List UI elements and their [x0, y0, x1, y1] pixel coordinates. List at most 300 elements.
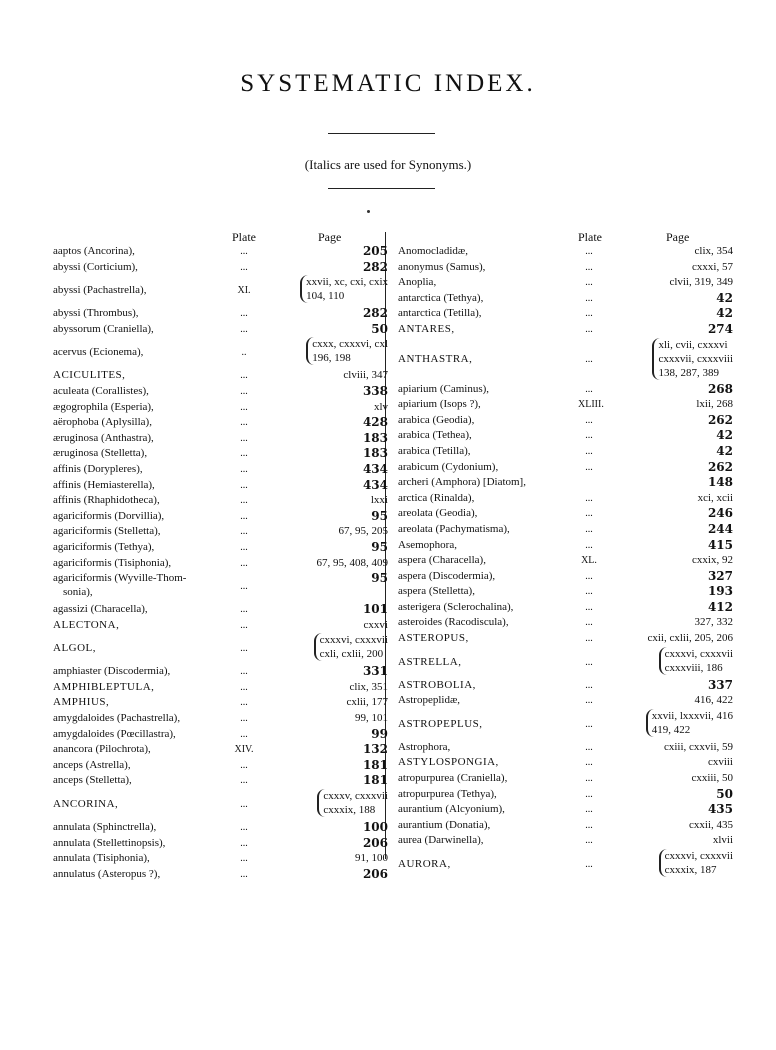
entry-plate: ... [240, 666, 248, 678]
entry-plate: ... [240, 775, 248, 787]
index-entry [53, 509, 388, 525]
index-entry [53, 524, 388, 540]
entry-plate: ... [240, 822, 248, 834]
entry-page: 244 [707, 521, 733, 536]
entry-name: amphiaster (Discodermia), [53, 665, 171, 678]
entry-name: antarctica (Tetilla), [398, 307, 482, 320]
index-entry [398, 709, 733, 740]
entry-name: atropurpurea (Craniella), [398, 772, 508, 785]
entry-page: clix, 354 [694, 245, 733, 257]
entry-page: 42 [716, 290, 733, 305]
entry-page-line: cxxxvii, cxxxviii [658, 352, 733, 365]
entry-plate: ... [585, 757, 593, 769]
index-entry [398, 771, 733, 787]
entry-page: 183 [362, 446, 388, 461]
entry-page: cxxxi, 57 [692, 260, 733, 273]
entry-page: 246 [707, 506, 733, 521]
entry-page: 412 [707, 599, 733, 614]
entry-plate: ... [240, 681, 248, 693]
index-entry [53, 820, 388, 836]
entry-name: aurantium (Alcyonium), [398, 803, 505, 816]
entry-plate: ... [585, 570, 593, 582]
entry-page: 100 [362, 820, 388, 835]
index-entry [398, 787, 733, 803]
entry-page: cxxii, 435 [689, 818, 733, 831]
entry-plate: ... [585, 539, 593, 551]
entry-page: 148 [707, 475, 733, 490]
entry-plate: ... [240, 526, 248, 538]
index-entry [53, 260, 388, 276]
entry-name: agassizi (Characella), [53, 603, 148, 616]
entry-page: 262 [707, 412, 733, 427]
entry-page: 101 [362, 602, 388, 617]
entry-page: 42 [716, 443, 733, 458]
index-entry [398, 260, 733, 276]
entry-name: arabica (Tetilla), [398, 444, 471, 457]
entry-name: aurea (Darwinella), [398, 834, 484, 847]
index-entry [398, 818, 733, 834]
index-entry [398, 428, 733, 444]
entry-name: agariciformis (Tisiphonia), [53, 556, 172, 569]
entry-page: clvii, 319, 349 [669, 276, 733, 289]
entry-name: ASTRELLA, [398, 655, 462, 668]
entry-plate: ... [585, 445, 593, 457]
entry-name: abyssi (Thrombus), [53, 307, 139, 320]
index-entry [53, 867, 388, 883]
entry-name: ægogrophila (Esperia), [53, 400, 154, 413]
entry-plate: ... [585, 261, 593, 273]
index-entry [53, 571, 388, 602]
entry-name: abyssi (Corticium), [53, 260, 138, 273]
entry-page-line: 196, 198 [312, 352, 351, 365]
entry-plate: ... [240, 759, 248, 771]
entry-page-line: cxxxix, 188 [323, 804, 376, 817]
entry-name: archeri (Amphora) [Diatom], [398, 476, 526, 489]
entry-page-line: cxxxviii, 186 [664, 661, 723, 674]
index-entry [398, 444, 733, 460]
entry-plate: ... [585, 414, 593, 426]
index-entry [398, 569, 733, 585]
index-entry [53, 446, 388, 462]
index-entry [398, 322, 733, 338]
entry-name: ASTYLOSPONGIA, [398, 756, 499, 769]
entry-name: Asemophora, [398, 538, 457, 551]
entry-plate: XLIII. [578, 399, 604, 411]
page-header-right: Page [666, 230, 690, 244]
index-entry [53, 727, 388, 743]
entry-page: 337 [707, 677, 733, 692]
entry-name: anceps (Stelletta), [53, 774, 132, 787]
entry-plate: ... [585, 679, 593, 691]
entry-plate: ... [585, 523, 593, 535]
entry-name: arabica (Tethea), [398, 429, 472, 442]
index-entry [53, 695, 388, 711]
entry-page: xlvii [712, 834, 733, 847]
entry-name: ASTEROPUS, [398, 632, 469, 645]
entry-plate: ... [585, 292, 593, 304]
entry-plate: ... [585, 353, 593, 365]
index-entry [53, 431, 388, 447]
entry-page-line: xli, cvii, cxxxvi [658, 338, 728, 351]
entry-plate: ... [240, 868, 248, 880]
entry-plate: ... [585, 773, 593, 785]
index-entry [53, 602, 388, 618]
index-entry [53, 275, 388, 306]
entry-name: areolata (Geodia), [398, 507, 478, 520]
entry-name: amygdaloides (Pœcillastra), [53, 727, 176, 740]
entry-plate: ... [585, 461, 593, 473]
entry-page: cxxix, 92 [692, 554, 733, 567]
entry-plate: ... [585, 383, 593, 395]
entry-plate: XIV. [234, 744, 254, 756]
entry-name: ACICULITES, [53, 369, 126, 382]
entry-page: 262 [707, 459, 733, 474]
entry-page-line: xxvii, lxxxvii, 416 [651, 709, 733, 722]
entry-page: 206 [362, 835, 388, 850]
entry-name: agariciformis (Tethya), [53, 540, 155, 553]
entry-plate: ... [585, 835, 593, 847]
entry-name: agariciformis (Wyville-Thom- sonia), [53, 572, 187, 599]
entry-name: AURORA, [398, 858, 451, 870]
entry-plate: ... [585, 508, 593, 520]
entry-name: acervus (Ecionema), [53, 346, 144, 359]
entry-plate: ... [240, 581, 248, 593]
entry-name: æruginosa (Anthastra), [53, 431, 154, 444]
index-entry [53, 758, 388, 774]
entry-pages [314, 633, 388, 661]
entry-page: 434 [362, 477, 388, 492]
entry-plate: ... [585, 788, 593, 800]
entry-plate: ... [240, 448, 248, 460]
entry-page: cxviii [707, 756, 733, 769]
entry-name: aculeata (Corallistes), [53, 384, 149, 397]
index-entry [53, 633, 388, 664]
entry-plate: ... [585, 718, 593, 730]
entry-page: 428 [362, 415, 388, 430]
entry-name: annulata (Stellettinopsis), [53, 836, 166, 849]
entry-page: 42 [716, 428, 733, 443]
entry-plate: ... [240, 510, 248, 522]
entry-page: 181 [362, 757, 388, 772]
entry-page: 282 [362, 306, 388, 321]
entry-name: ANTHASTRA, [398, 352, 473, 365]
entry-page-line: cxxxvi, cxxxvii [664, 647, 733, 660]
index-entry [398, 600, 733, 616]
entry-name: AMPHIUS, [53, 696, 110, 709]
entry-name: anancora (Pilochrota), [53, 743, 151, 756]
index-entry [398, 802, 733, 818]
entry-page: 50 [716, 786, 733, 801]
index-entry [398, 506, 733, 522]
index-entry [53, 415, 388, 431]
index-entry [53, 493, 388, 509]
entry-name: affinis (Hemiasterella), [53, 478, 155, 491]
entry-plate: ... [585, 323, 593, 335]
entry-plate: ... [240, 541, 248, 553]
entry-name: arctica (Rinalda), [398, 491, 475, 504]
entry-name: asteroides (Racodiscula), [398, 616, 509, 629]
index-entry [53, 618, 388, 634]
entry-plate: ... [240, 853, 248, 865]
entry-name: aërophoba (Aplysilla), [53, 416, 152, 429]
entry-plate: ... [240, 557, 248, 569]
entry-page: 205 [362, 244, 388, 258]
index-entry [398, 275, 733, 291]
entry-page: 416, 422 [694, 694, 733, 707]
entry-page: lxii, 268 [696, 398, 733, 411]
entry-name: abyssorum (Craniella), [53, 322, 154, 335]
index-entry [398, 631, 733, 647]
entry-name: Astrophora, [398, 740, 451, 753]
entry-plate: ... [585, 741, 593, 753]
entry-name: anonymus (Samus), [398, 260, 486, 273]
entry-plate: ... [585, 695, 593, 707]
entry-page: 274 [707, 321, 733, 336]
entry-plate: ... [240, 308, 248, 320]
entry-name: affinis (Dorypleres), [53, 462, 143, 475]
index-entry [53, 773, 388, 789]
index-entry [398, 615, 733, 631]
entry-page: 91, 100 [355, 852, 388, 865]
entry-plate: ... [240, 799, 248, 811]
index-entry [398, 397, 733, 413]
entry-page: cxii, cxlii, 205, 206 [647, 632, 733, 645]
entry-name: antarctica (Tethya), [398, 291, 484, 304]
entry-name: ALGOL, [53, 642, 97, 655]
entry-page: 99 [371, 726, 388, 741]
index-entry [53, 556, 388, 572]
entry-pages [646, 709, 733, 737]
plate-header-left: Plate [232, 230, 256, 244]
entry-plate: ... [240, 370, 248, 382]
index-entry [398, 491, 733, 507]
rule-bottom [328, 188, 435, 189]
entry-page: 95 [371, 508, 388, 523]
plate-header-right: Plate [578, 230, 602, 244]
entry-name: Astropeplidæ, [398, 694, 461, 707]
entry-name: AMPHIBLEPTULA, [53, 680, 155, 693]
entry-plate: ... [240, 619, 248, 631]
entry-name-continued: sonia), [63, 586, 93, 599]
index-entry [398, 740, 733, 756]
entry-page: cxxiii, 50 [691, 772, 733, 785]
index-entry [53, 400, 388, 416]
entry-plate: ... [240, 713, 248, 725]
entry-page-line: 419, 422 [651, 723, 691, 736]
entry-plate: ... [585, 277, 593, 289]
entry-name: æruginosa (Stelletta), [53, 447, 148, 460]
index-entry [398, 647, 733, 678]
entry-plate: ... [585, 819, 593, 831]
index-entry [398, 693, 733, 709]
index-entry [53, 836, 388, 852]
index-entry [53, 742, 388, 758]
entry-page: 50 [371, 321, 388, 336]
entry-plate: XI. [237, 285, 251, 297]
entry-page: clviii, 347 [343, 369, 388, 382]
entry-name: arabicum (Cydonium), [398, 460, 499, 473]
page-title: SYSTEMATIC INDEX. [240, 70, 536, 97]
entry-name: areolata (Pachymatisma), [398, 522, 510, 535]
entry-page: 338 [362, 383, 388, 398]
page-header-left: Page [318, 230, 342, 244]
entry-name: ALECTONA, [53, 618, 120, 631]
index-entry [398, 553, 733, 569]
entry-page: 183 [362, 430, 388, 445]
entry-name: amygdaloides (Pachastrella), [53, 712, 181, 725]
index-entry [398, 678, 733, 694]
index-entry [398, 475, 733, 491]
index-entry [398, 291, 733, 307]
entry-plate: ... [240, 401, 248, 413]
index-entry [398, 833, 733, 849]
index-entry [398, 538, 733, 554]
entry-page: 67, 95, 205 [338, 525, 388, 538]
entry-name: abyssi (Pachastrella), [53, 284, 147, 297]
index-entry [398, 522, 733, 538]
subtitle: (Italics are used for Synonyms.) [304, 157, 472, 172]
entry-plate: ... [240, 323, 248, 335]
index-entry [398, 413, 733, 429]
entry-plate: ... [585, 601, 593, 613]
index-entry [398, 306, 733, 322]
entry-plate: ... [240, 604, 248, 616]
entry-pages [317, 789, 388, 817]
entry-plate: ... [240, 246, 248, 257]
entry-name: ANTARES, [398, 322, 455, 335]
entry-page: 327 [707, 568, 733, 583]
entry-name: aurantium (Donatia), [398, 818, 491, 831]
entry-name: aspera (Discodermia), [398, 569, 496, 582]
entry-name: anceps (Astrella), [53, 758, 131, 771]
entry-name: annulata (Tisiphonia), [53, 852, 150, 865]
entry-plate: ... [240, 463, 248, 475]
entry-page: 95 [371, 539, 388, 554]
entry-page: 415 [707, 537, 733, 552]
entry-name: ANCORINA, [53, 798, 119, 811]
entry-page: 327, 332 [694, 616, 733, 629]
entry-plate: ... [585, 633, 593, 645]
entry-plate: ... [585, 308, 593, 320]
index-entry [53, 478, 388, 494]
entry-plate: XL. [581, 555, 597, 567]
entry-page: 181 [362, 773, 388, 788]
entry-name: apiarium (Isops ?), [398, 398, 481, 411]
entry-plate: ... [240, 697, 248, 709]
entry-name: apiarium (Caminus), [398, 382, 490, 395]
index-entry [53, 368, 388, 384]
entry-page-line: xxvii, xc, cxi, cxix [306, 276, 388, 289]
index-entry [53, 306, 388, 322]
rule-top [328, 133, 435, 134]
entry-plate: ... [585, 246, 593, 257]
index-entry [53, 462, 388, 478]
entry-plate: ... [585, 804, 593, 816]
entry-name: ASTROPEPLUS, [398, 717, 483, 730]
index-entry [53, 540, 388, 556]
entry-plate: ... [240, 432, 248, 444]
entry-page-line: cxxxvi, cxxxvii [664, 850, 733, 862]
entry-pages [306, 337, 388, 365]
entry-name: Anoplia, [398, 276, 437, 289]
entry-page: 193 [707, 584, 733, 599]
entry-name: aaptos (Ancorina), [53, 245, 135, 257]
entry-pages [652, 338, 733, 380]
entry-name: affinis (Rhaphidotheca), [53, 494, 160, 507]
entry-pages [300, 275, 388, 303]
entry-name: asterigera (Sclerochalina), [398, 600, 514, 613]
entry-page: xci, xcii [697, 491, 733, 504]
index-entry [398, 338, 733, 382]
entry-plate: ... [240, 417, 248, 429]
index-entry [398, 584, 733, 600]
entry-page-line: cxxxix, 187 [664, 864, 717, 876]
entry-name: agariciformis (Dorvillia), [53, 509, 165, 522]
entry-name: annulatus (Asteropus ?), [53, 867, 161, 880]
entry-plate: .. [241, 347, 247, 359]
index-entry [53, 711, 388, 727]
index-entry [398, 460, 733, 476]
entry-plate: ... [240, 837, 248, 849]
index-entry [53, 337, 388, 368]
entry-pages [659, 849, 733, 877]
entry-page: 67, 95, 408, 409 [316, 556, 388, 569]
entry-name: aspera (Stelletta), [398, 585, 475, 598]
entry-page-line: cxxx, cxxxvi, cxl [312, 338, 388, 351]
entry-page-line: 104, 110 [306, 290, 345, 303]
left-column [53, 244, 388, 882]
entry-plate: ... [240, 728, 248, 740]
entry-page: 331 [362, 664, 388, 679]
entry-page: 434 [362, 461, 388, 476]
entry-name: aspera (Characella), [398, 554, 486, 567]
entry-plate: ... [585, 586, 593, 598]
entry-plate: ... [585, 430, 593, 442]
entry-page-line: cxxxv, cxxxvii [323, 790, 388, 803]
entry-page: 282 [362, 259, 388, 274]
index-entry [53, 851, 388, 867]
entry-plate: ... [585, 617, 593, 629]
entry-page: 99, 101 [355, 712, 388, 725]
entry-name: agariciformis (Stelletta), [53, 525, 161, 538]
entry-plate: ... [240, 479, 248, 491]
entry-plate: ... [585, 656, 593, 668]
entry-name: Anomocladidæ, [398, 245, 468, 257]
entry-name: annulata (Sphinctrella), [53, 821, 157, 834]
index-entry [53, 789, 388, 820]
index-entry [53, 664, 388, 680]
entry-page-line: 138, 287, 389 [658, 366, 719, 379]
entry-page: cxlii, 177 [346, 696, 388, 709]
index-entry [53, 680, 388, 696]
entry-plate: ... [240, 385, 248, 397]
index-entry [53, 322, 388, 338]
entry-name: atropurpurea (Tethya), [398, 787, 497, 800]
entry-page: clix, 351 [349, 680, 388, 693]
index-entry [398, 244, 733, 260]
entry-page: xlv [373, 400, 388, 413]
entry-page: 95 [371, 571, 388, 586]
index-entry [398, 849, 733, 880]
entry-page: 268 [707, 381, 733, 396]
entry-page: 435 [707, 802, 733, 817]
entry-page: 206 [362, 866, 388, 881]
entry-plate: ... [240, 495, 248, 507]
entry-page: cxxvi [363, 618, 388, 631]
index-entry [53, 384, 388, 400]
entry-page: 132 [362, 742, 388, 757]
entry-plate: ... [585, 492, 593, 504]
